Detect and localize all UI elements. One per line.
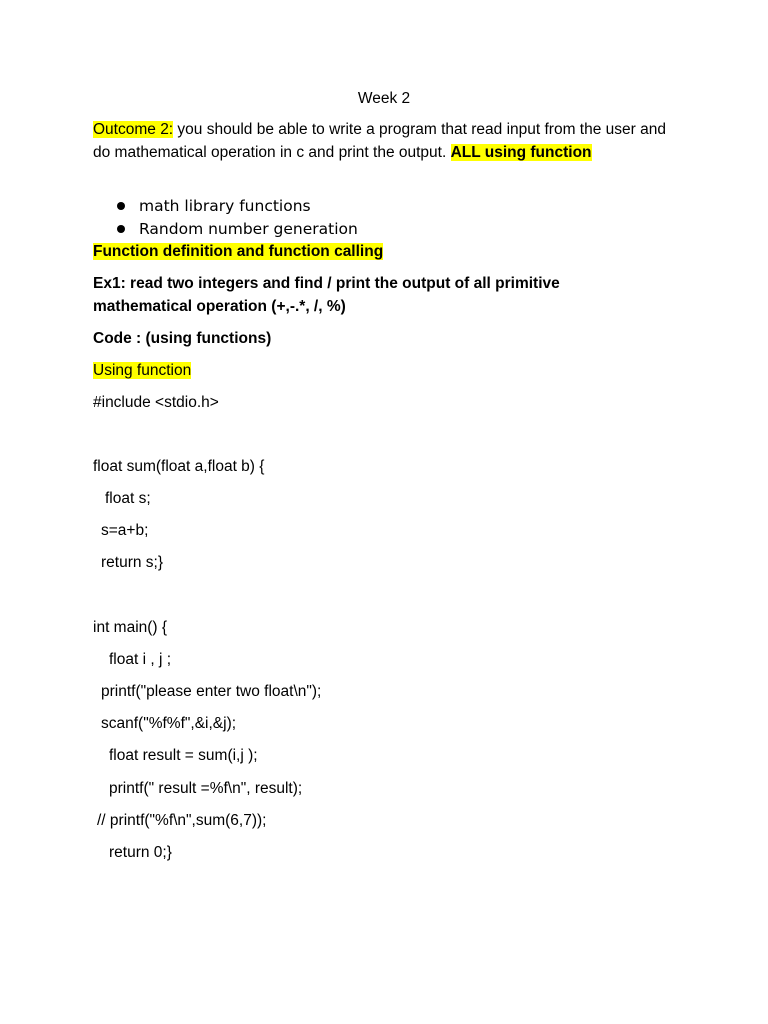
code-return-s: return s;}: [101, 554, 164, 571]
code-heading: Code : (using functions): [93, 330, 272, 347]
code-main-signature: int main() {: [93, 619, 168, 636]
using-function-label: Using function: [93, 362, 192, 379]
code-return-0: return 0;}: [109, 844, 172, 861]
bullet-item: math library functions: [93, 195, 358, 218]
bullet-list: [93, 195, 358, 240]
code-printf-prompt: printf("please enter two float\n");: [101, 683, 322, 700]
code-sum-signature: float sum(float a,float b) {: [93, 458, 265, 475]
outcome-paragraph: [93, 119, 673, 164]
bullet-item: Random number generation: [93, 218, 358, 241]
code-include: #include <stdio.h>: [93, 394, 219, 411]
code-float-ij: float i , j ;: [109, 651, 172, 668]
exercise-text: Ex1: read two integers and find / print the output of all primitive mathematical operation (+,-.*, /, %): [93, 275, 560, 315]
code-float-s: float s;: [105, 490, 151, 507]
section-heading: Function definition and function calling: [93, 243, 384, 260]
code-s-assign: s=a+b;: [101, 522, 149, 539]
outcome-text: you should be able to write a program that read input from the user and do mathematical operation in c and print the output.: [93, 121, 666, 161]
outcome-label: Outcome 2:: [93, 121, 174, 138]
code-comment: // printf("%f\n",sum(6,7));: [97, 812, 267, 829]
code-printf-result: printf(" result =%f\n", result);: [109, 780, 303, 797]
page-title: Week 2: [357, 90, 411, 107]
code-scanf: scanf("%f%f",&i,&j);: [101, 715, 237, 732]
code-result: float result = sum(i,j );: [109, 747, 258, 764]
outcome-emphasis: ALL using function: [450, 143, 592, 161]
